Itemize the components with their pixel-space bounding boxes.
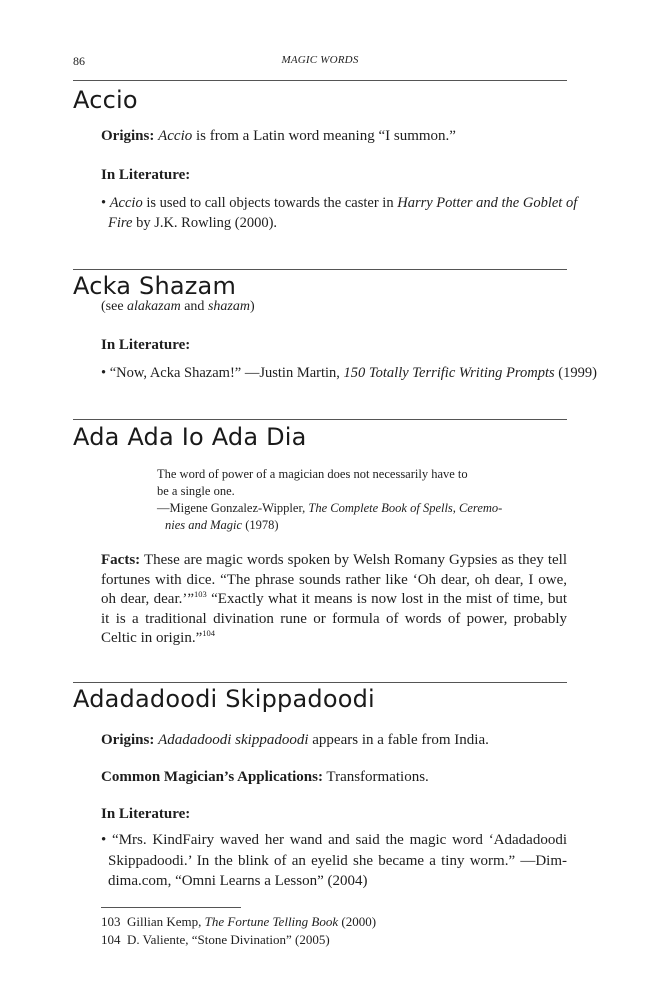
bullet-text: is used to call objects towards the caster in bbox=[142, 195, 398, 211]
entry-rule bbox=[73, 269, 567, 270]
bullet-text-cont: by J.K. Rowling (2000). bbox=[132, 215, 278, 231]
epigraph-quote bbox=[157, 466, 517, 534]
literature-label: In Literature: bbox=[101, 337, 191, 353]
facts-label: Facts: bbox=[101, 552, 141, 568]
footnote-number: 104 bbox=[101, 932, 121, 947]
acka-shazam-literature-label bbox=[101, 335, 567, 355]
literature-label: In Literature: bbox=[101, 806, 191, 822]
entry-title-acka-shazam: Acka Shazam bbox=[73, 272, 237, 300]
literature-label: In Literature: bbox=[101, 167, 191, 183]
entry-rule bbox=[73, 682, 567, 683]
footnote-book-title: The Fortune Telling Book bbox=[204, 914, 339, 929]
quote-book-title: The Complete Book of Spells, Ceremo- bbox=[308, 501, 503, 515]
facts-paragraph bbox=[101, 551, 567, 649]
footnote-text: Gillian Kemp, bbox=[127, 914, 205, 929]
adadadoodi-literature-bullet bbox=[101, 830, 567, 892]
origins-text: appears in a fable from India. bbox=[308, 732, 489, 748]
bullet-text: Skippadoodi.’ In the blink of an eyelid she became a tiny worm.” —Dim- bbox=[108, 852, 567, 869]
see-text: and bbox=[180, 299, 208, 314]
accio-origins bbox=[101, 126, 567, 146]
footnote-number: 103 bbox=[101, 914, 121, 929]
facts-text: Celtic in origin.” bbox=[101, 630, 203, 646]
origins-label: Origins: bbox=[101, 732, 155, 748]
footnote-ref: 104 bbox=[202, 628, 215, 638]
acka-shazam-literature-bullet bbox=[101, 363, 597, 383]
running-header bbox=[73, 54, 567, 70]
facts-text: fortunes with dice. “The phrase sounds rather like ‘Oh dear, oh dear, I owe, bbox=[101, 571, 567, 588]
origins-text: is from a Latin word meaning “I summon.” bbox=[192, 128, 456, 144]
origins-label: Origins: bbox=[101, 128, 155, 144]
running-title: MAGIC WORDS bbox=[281, 54, 359, 66]
bullet-text: dima.com, “Omni Learns a Lesson” (2004) bbox=[108, 873, 368, 889]
see-term: alakazam bbox=[127, 299, 181, 314]
quote-line: be a single one. bbox=[157, 484, 235, 498]
bullet-term: Accio bbox=[109, 195, 143, 211]
entry-rule bbox=[73, 419, 567, 420]
quote-attribution: —Migene Gonzalez-Wippler, bbox=[157, 501, 309, 515]
quote-book-title-cont: nies and Magic bbox=[165, 518, 243, 532]
bullet-text: • “Now, Acka Shazam!” —Justin Martin, bbox=[101, 365, 344, 381]
footnote-103 bbox=[101, 913, 376, 931]
bullet-text: • “Mrs. KindFairy waved her wand and said the magic word ‘Adadadoodi bbox=[101, 832, 567, 848]
applications-text: Transformations. bbox=[322, 769, 429, 785]
adadadoodi-literature-label bbox=[101, 804, 567, 824]
book-page bbox=[73, 0, 597, 1000]
footnote-text: (2000) bbox=[338, 914, 377, 929]
entry-title-accio: Accio bbox=[73, 86, 138, 114]
facts-text: “Exactly what it means is now lost in the mist of time, but bbox=[206, 591, 567, 607]
quote-line: The word of power of a magician does not necessarily have to bbox=[157, 467, 468, 481]
facts-text: These are magic words spoken by Welsh Romany Gypsies as they tell bbox=[140, 552, 567, 568]
bullet-text: (1999) bbox=[554, 365, 597, 381]
adadadoodi-origins bbox=[101, 730, 567, 750]
footnote-rule bbox=[101, 907, 241, 908]
bullet-book-title-cont: Fire bbox=[108, 215, 133, 231]
footnote-ref: 103 bbox=[194, 589, 207, 599]
acka-shazam-see-also bbox=[101, 298, 255, 316]
bullet-book-title: 150 Totally Terrific Writing Prompts bbox=[343, 365, 555, 381]
applications-label: Common Magician’s Applications: bbox=[101, 769, 323, 785]
footnote-text: D. Valiente, “Stone Divination” (2005) bbox=[127, 932, 330, 947]
facts-text: oh dear, dear.’” bbox=[101, 591, 195, 607]
see-term: shazam bbox=[207, 299, 250, 314]
bullet-marker: • bbox=[101, 195, 110, 211]
origins-term: Adadadoodi skippadoodi bbox=[158, 732, 309, 748]
page-number: 86 bbox=[73, 54, 85, 68]
entry-title-ada-ada-io-ada-dia: Ada Ada Io Ada Dia bbox=[73, 423, 307, 451]
see-text: (see bbox=[101, 299, 128, 314]
see-text: ) bbox=[249, 299, 255, 314]
accio-literature-bullet bbox=[101, 193, 578, 233]
adadadoodi-applications bbox=[101, 767, 567, 787]
header-rule bbox=[73, 80, 567, 81]
entry-title-adadadoodi-skippadoodi: Adadadoodi Skippadoodi bbox=[73, 685, 375, 713]
accio-literature-label bbox=[101, 165, 567, 185]
footnote-104 bbox=[101, 931, 330, 949]
quote-year: (1978) bbox=[242, 518, 279, 532]
facts-text: it is a traditional divination rune or formula of words of power, probably bbox=[101, 610, 567, 627]
bullet-book-title: Harry Potter and the Goblet of bbox=[397, 195, 578, 211]
origins-term: Accio bbox=[158, 128, 193, 144]
